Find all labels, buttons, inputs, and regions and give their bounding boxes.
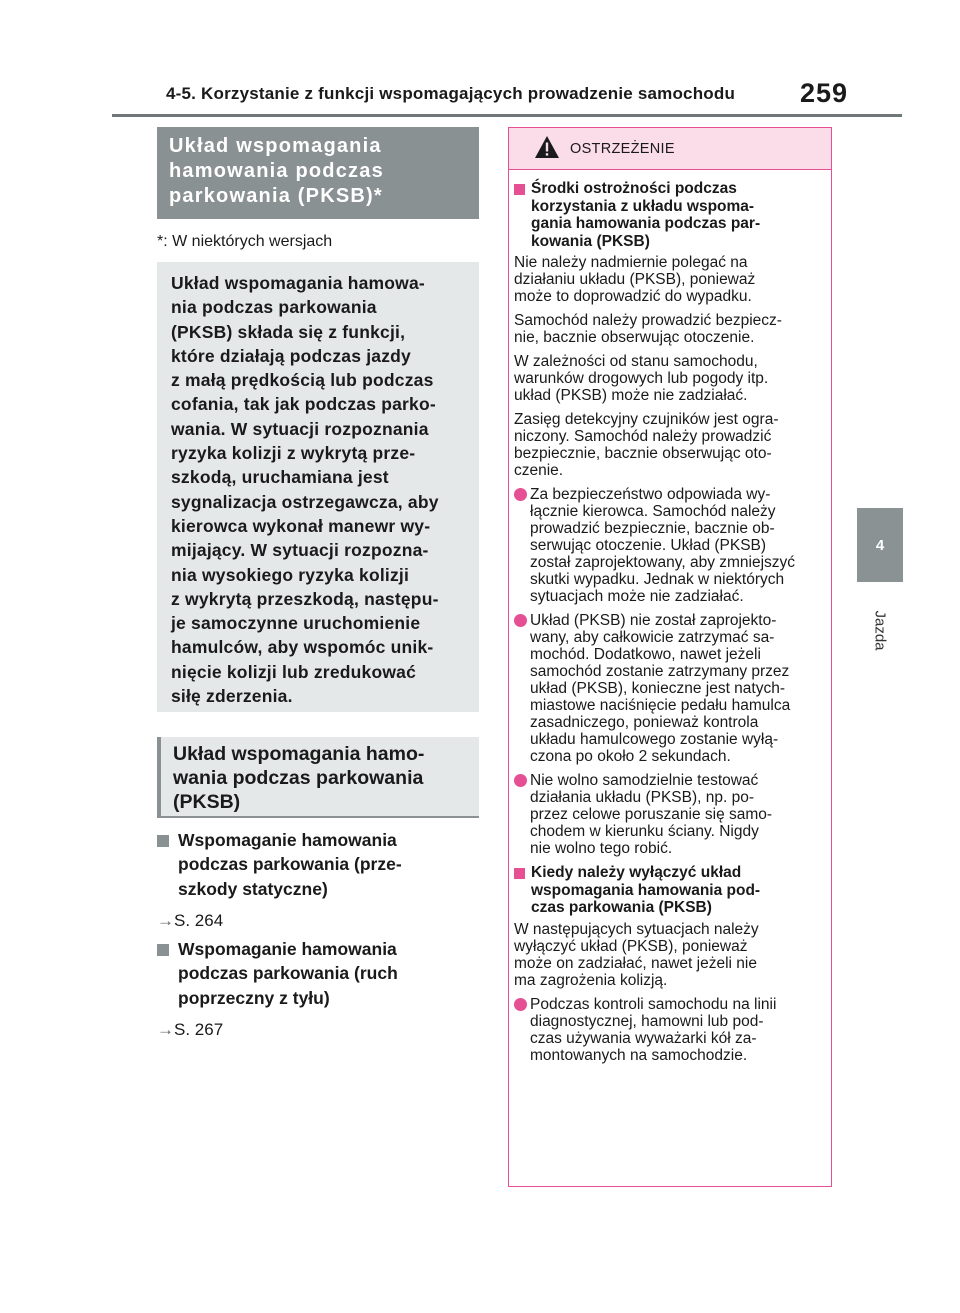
article-title-line: Układ wspomagania (169, 135, 382, 157)
chapter-tab (857, 508, 903, 582)
round-bullet-icon (514, 998, 527, 1011)
warning-triangle-icon (534, 135, 560, 159)
section-heading-line: (PKSB) (173, 791, 241, 813)
warning-box (508, 127, 832, 1187)
page-number: 259 (800, 78, 849, 108)
header-divider (112, 114, 902, 117)
feature-title: Wspomaganie hamowania podczas parkowania (ruch poprzeczny z tyłu) (178, 939, 398, 1008)
article-title-box (157, 127, 479, 219)
feature-title: Wspomaganie hamowania podczas parkowania (prze- szkody statyczne) (178, 830, 402, 899)
intro-box (157, 262, 479, 712)
warning-paragraph: Samochód należy prowadzić bezpiecz- nie, bacznie obserwując otoczenie. (514, 312, 782, 346)
feature-static-obstacles (157, 828, 477, 931)
round-bullet-icon (514, 614, 527, 627)
round-bullet-icon (514, 774, 527, 787)
feature-rear-cross-traffic (157, 937, 477, 1040)
section-heading-line: Układ wspomagania hamo- (173, 743, 425, 765)
round-bullet-icon (514, 488, 527, 501)
warning-paragraph: W zależności od stanu samochodu, warunków drogowych lub pogody itp. układ (PKSB) może nie zadziałać. (514, 353, 769, 404)
section-heading-line: wania podczas parkowania (173, 767, 424, 789)
footnote: *: W niektórych wersjach (157, 233, 333, 250)
section-title: 4-5. Korzystanie z funkcji wspomagających prowadzenie samochodu (166, 84, 736, 103)
arrow-right-icon: → (157, 910, 174, 930)
page-reference-link[interactable]: →S. 264 (157, 910, 224, 930)
warning-bullet: Układ (PKSB) nie został zaprojekto- wany, aby całkowicie zatrzymać sa- mochód. Dodatkowo, nawet jeżeli samochód zostanie zatrzymany przez układ (PKSB), konieczne jest natych- miastowe naciśnięcie pedału hamulca zasadniczego, ponieważ kontrola układu hamulcowego zostanie wyłą- czona po około 2 sekundach. (514, 612, 823, 765)
square-bullet-icon (157, 944, 169, 956)
square-bullet-icon (514, 184, 525, 195)
warning-paragraph: Zasięg detekcyjny czujników jest ogra- niczony. Samochód należy prowadzić bezpiecznie, bacznie obserwując oto- czenie. (514, 411, 779, 479)
page-reference-link[interactable]: →S. 267 (157, 1019, 224, 1039)
square-bullet-icon (157, 835, 169, 847)
warning-bullet: Nie wolno samodzielnie testować działania układu (PKSB), np. po- przez celowe poruszanie się samo- chodem w kierunku ściany. Nigdy nie wolno tego robić. (514, 772, 823, 857)
arrow-right-icon: → (157, 1019, 174, 1039)
article-title-line: hamowania podczas (169, 160, 384, 182)
chapter-label (850, 600, 910, 660)
warning-paragraph: Nie należy nadmiernie polegać na działaniu układu (PKSB), ponieważ może to doprowadzić do wypadku. (514, 254, 756, 305)
section-heading-box (157, 737, 479, 818)
warning-title: OSTRZEŻENIE (570, 141, 675, 157)
warning-bullet: Podczas kontroli samochodu na linii diagnostycznej, hamowni lub pod- czas używania wyważarki kół za- montowanych na samochodzie. (514, 996, 823, 1064)
warning-subheading: Środki ostrożności podczas korzystania z układu wspoma- gania hamowania podczas par- kowania (PKSB) (514, 180, 823, 250)
chapter-label-text: Jazda (871, 609, 889, 651)
warning-paragraph: W następujących sytuacjach należy wyłączyć układ (PKSB), ponieważ może on zadziałać, nawet jeżeli nie ma zagrożenia kolizją. (514, 920, 759, 989)
square-bullet-icon (514, 868, 525, 879)
warning-bullet: Za bezpieczeństwo odpowiada wy- łącznie kierowca. Samochód należy prowadzić bezpiecznie, bacznie ob- serwując otoczenie. Układ (PKSB) został zaprojektowany, aby zmniejszyć skutki wypadku. Jednak w niektórych sytuacjach może nie zadziałać. (514, 486, 823, 605)
warning-header (509, 128, 831, 170)
intro-text: Układ wspomagania hamowa- nia podczas parkowania (PKSB) składa się z funkcji, które działają podczas jazdy z małą prędkością lub podczas cofania, tak jak podczas parko- wania. W sytuacji rozpoznania ryzyka kolizji z wykrytą prze- szkodą, uruchamiana jest sygnalizacja ostrzegawcza, aby kierowca wykonał manewr wy- mijający. W sytuacji rozpozna- nia wysokiego ryzyka kolizji z wykrytą przeszkodą, następu- je samoczynne uruchomienie hamulców, aby wspomóc unik- nięcie kolizji lub zredukować siłę zderzenia. (171, 273, 439, 707)
article-title-line: parkowania (PKSB)* (169, 185, 383, 207)
chapter-number: 4 (875, 536, 885, 554)
warning-subheading: Kiedy należy wyłączyć układ wspomagania hamowania pod- czas parkowania (PKSB) (514, 864, 823, 917)
